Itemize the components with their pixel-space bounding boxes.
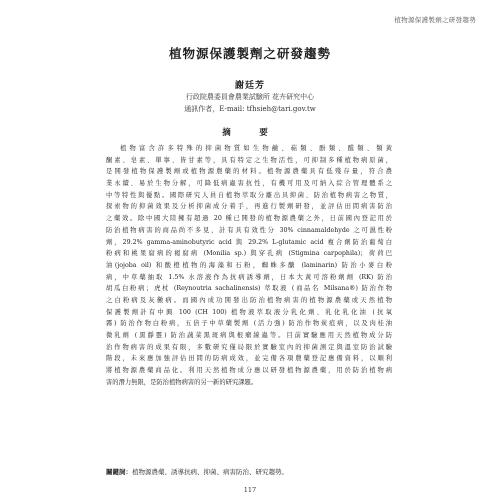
abstract-line: 油(jojoba oil) 和酸橙植物的海藻和石粉，蜘蛛多醣 (laminarin) 防治小麥白粉	[106, 261, 392, 269]
keywords-label: 關鍵詞：	[106, 468, 132, 476]
abstract-line: 治作物病害的成果有限，多數研究僅局限於實驗室內的抑菌測定與溫室防治試驗	[106, 343, 392, 351]
abstract-line: 之白粉病及灰黴病。而國內成功開發出防治植物病害的植物源農藥或天然植物	[106, 296, 392, 304]
abstract-line: 是開發植物保護製劑或植物源農藥的材料。植物源農藥具有低殘存量，符合農	[106, 168, 392, 176]
abstract-line: 探索物的抑菌效果及分析抑菌成分着手，再進行製劑研發，並評估田間病害防治	[106, 203, 392, 211]
abstract-line: 微乳劑 (黑靜靈) 防治蔬菜黑斑病與根瘤線蟲等。目前實驗應用天然植物成分防	[106, 332, 392, 339]
corresponding-author-contact: 通訊作者，E-mail: tfhsieh@tari.gov.tw	[184, 105, 316, 113]
running-header: 植物源保護製劑之研發趨勢	[394, 16, 476, 24]
abstract-line: 將植物源農藥商品化。利用天然植物成分應以研發植物源農藥，用於防治植物病	[106, 367, 392, 375]
abstract-line: 胡瓜白粉病；虎杖 (Reynoutria sachalinensis) 萃取液 (商品名 Milsana®) 防治作物	[106, 285, 392, 293]
abstract-line: 防治植物病害的商品尚不多見，計有具有效性分 30% cinnamaldehyde 之可濕性粉	[106, 226, 392, 234]
abstract-line: 粉病和桃果腐病的褐腐病 (Monilia sp.) 與穿孔病 (Stigmina carpophila)；荷荷巴	[106, 250, 392, 258]
keywords	[106, 467, 392, 476]
abstract-line: 之藥效。除中國大陸擁有超過 20 種已開發的植物源農藥之外，日前國內登記用於	[106, 215, 392, 223]
keywords-text: 植物源農藥、誘導抗病、抑菌、病害防治、研究趨勢。	[132, 468, 288, 476]
abstract-line: 保護製劑計有中興 100 (CH 100) 植物液萃取液分乳化劑、乳化乳化油 (抗氧	[106, 308, 392, 316]
page-number: 117	[243, 486, 257, 494]
abstract-line: 植物富含許多特殊的抑菌物質如生物鹼、萜類、酚類、醛類、類黃	[120, 145, 392, 152]
author-name: 謝廷芳	[234, 81, 265, 91]
abstract-line: 劑，29.2% gamma-aminobutyric acid 與 29.2% L-glutamic acid 複合劑防治葡萄白	[106, 238, 392, 246]
abstract-line: 業永續、易於生物分解，可降低病蟲害抗性，有機可用及可納入綜合管理體系之	[106, 180, 392, 188]
abstract-heading: 摘 要	[222, 128, 278, 138]
author-affiliation: 行政院農委員會農業試驗所 花卉研究中心	[185, 93, 315, 101]
abstract-line: 階段，未來應加強評估田間的防病成效，並完備各項農藥登記應備資料，以順利	[106, 355, 392, 363]
abstract-line: 中等特性與優點。國際研究人員自植物萃取分離出具抑菌、防治植物病害之物質，	[106, 191, 392, 199]
abstract-line: 霧) 防治作物白粉病，五倍子中草藥製劑 (活力強) 防治作物炭疽病，以及肉桂油	[106, 320, 392, 328]
abstract-line: 病，中草藥抽取 1.5% 水溶液作為抗病誘導劑，日本大黃可溶粉劑劑 (RK) 防治	[106, 273, 392, 281]
abstract-line: 酮素、皂素、單寧、皆甘素等，具有特定之生物活性，可抑制多種植物病原菌，	[106, 156, 392, 164]
abstract-body	[106, 143, 392, 388]
abstract-line: 害的潛力無限，是防治植物病害的另一新的研究課題。	[106, 378, 258, 386]
paper-title: 植物源保護製劑之研發趨勢	[168, 46, 331, 61]
